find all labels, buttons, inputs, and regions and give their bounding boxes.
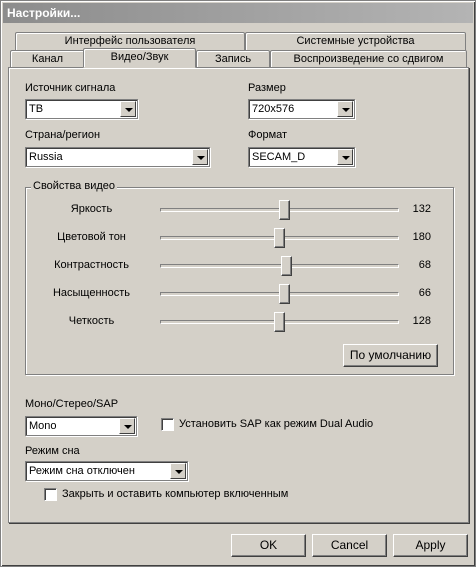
tab-channel-label: Канал — [31, 53, 64, 65]
sleep-select[interactable] — [25, 461, 188, 481]
slider-value: 68 — [418, 259, 431, 271]
country-value: Russia — [29, 151, 63, 163]
chevron-down-icon[interactable] — [337, 149, 353, 165]
tab-record[interactable] — [196, 50, 270, 68]
tab-timeshift[interactable] — [270, 50, 467, 68]
source-value: ТВ — [29, 103, 44, 115]
slider-value: 180 — [412, 231, 431, 243]
format-select[interactable] — [248, 147, 355, 167]
sap-checkbox[interactable] — [161, 418, 174, 431]
audio-value: Mono — [29, 420, 57, 432]
size-value: 720x576 — [252, 103, 295, 115]
audio-label: Моно/Стерео/SAP — [25, 398, 119, 410]
slider-label: Насыщенность — [52, 287, 131, 299]
tab-video-audio[interactable] — [83, 48, 196, 68]
slider-value: 66 — [418, 287, 431, 299]
slider-value: 132 — [412, 203, 431, 215]
chevron-down-icon[interactable] — [192, 149, 208, 165]
slider-thumb[interactable] — [281, 256, 292, 276]
slider-thumb[interactable] — [274, 312, 285, 332]
size-label: Размер — [248, 82, 286, 94]
slider-label: Цветовой тон — [57, 231, 126, 243]
format-value: SECAM_D — [252, 151, 306, 163]
apply-button[interactable]: Apply — [393, 534, 468, 557]
slider-thumb[interactable] — [279, 284, 290, 304]
close-keep-on-checkbox[interactable] — [44, 488, 57, 501]
audio-select[interactable] — [25, 416, 137, 436]
close-keep-on-label[interactable]: Закрыть и оставить компьютер включенным — [62, 488, 289, 500]
slider-label: Яркость — [70, 203, 113, 215]
sleep-value: Режим сна отключен — [29, 465, 135, 477]
slider-label: Четкость — [68, 315, 115, 327]
country-select[interactable] — [25, 147, 210, 167]
chevron-down-icon[interactable] — [120, 101, 136, 117]
tab-system-devices[interactable] — [245, 32, 466, 50]
format-label: Формат — [248, 129, 288, 141]
tab-user-interface-label: Интерфейс пользователя — [64, 35, 196, 47]
chevron-down-icon[interactable] — [337, 101, 353, 117]
chevron-down-icon[interactable] — [170, 463, 186, 479]
cancel-button[interactable]: Cancel — [312, 534, 387, 557]
slider-value: 128 — [412, 315, 431, 327]
video-properties-title: Свойства видео — [33, 180, 116, 192]
slider-thumb[interactable] — [274, 228, 285, 248]
title-bar: Настройки... — [3, 3, 473, 23]
tab-channel[interactable] — [10, 50, 85, 68]
slider-thumb[interactable] — [279, 200, 290, 220]
country-label: Страна/регион — [25, 129, 101, 141]
sap-checkbox-label[interactable]: Установить SAP как режим Dual Audio — [179, 418, 374, 430]
tab-system-devices-label: Системные устройства — [296, 35, 415, 47]
slider-track[interactable] — [160, 264, 399, 268]
slider-label: Контрастность — [54, 259, 129, 271]
chevron-down-icon[interactable] — [119, 418, 135, 434]
sleep-label: Режим сна — [25, 445, 80, 457]
source-select[interactable] — [25, 99, 138, 119]
tab-record-label: Запись — [214, 53, 252, 65]
source-label: Источник сигнала — [25, 82, 116, 94]
ok-button[interactable]: OK — [231, 534, 306, 557]
tab-panel-video-audio — [8, 67, 469, 523]
tab-video-audio-label: Видео/Звук — [110, 51, 169, 63]
size-select[interactable] — [248, 99, 355, 119]
tab-timeshift-label: Воспроизведение со сдвигом — [293, 53, 444, 65]
default-button[interactable]: По умолчанию — [343, 344, 438, 367]
